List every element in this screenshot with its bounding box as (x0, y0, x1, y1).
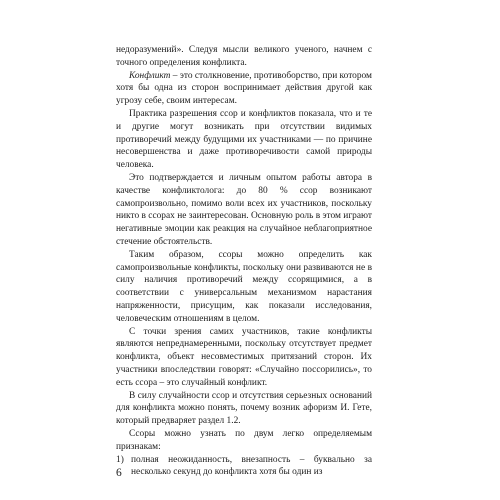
paragraph (116, 172, 372, 249)
page-number: 6 (116, 467, 122, 479)
body-text (116, 44, 372, 479)
paragraph (116, 390, 372, 428)
paragraph (116, 44, 372, 70)
list-item-text: полная неожиданность, внезапность – буквально за несколько секунд до конфликта хотя бы один из (131, 454, 372, 478)
paragraph-text: недоразумений». Следуя мысли великого ученого, начнем с точного определения конфликта. (116, 45, 372, 68)
definition-text: – это столкновение, противоборство, при котором хотя бы одна из сторон воспринимает действия другой как угрозу себе, своим интересам. (116, 70, 372, 107)
definition-paragraph (116, 70, 372, 108)
paragraph-text: Практика разрешения ссор и конфликтов показала, что и те и другие могут возникать при отсутствии видимых противоречий между будущими их участниками — по причине несовершенства и даже противоречивости самой природы человека. (116, 108, 372, 171)
paragraph-text: В силу случайности ссор и отсутствия серьезных оснований для конфликта можно понять, почему возник афоризм И. Гете, который предваряет раздел 1.2. (116, 390, 372, 427)
paragraph-text: Ссоры можно узнать по двум легко определяемым признакам: (116, 428, 372, 452)
paragraph-text: Это подтверждается и личным опытом работы автора в качестве конфликтолога: до 80 % ссор возникают самопроизвольно, помимо воли всех их участников, поскольку никто в ссорах не заинтересован. Основную роль в этом играют негативные эмоции как реакция на случайное неблагоприятное стечение обстоятельств. (116, 172, 372, 247)
paragraph (116, 326, 372, 390)
paragraph (116, 249, 372, 326)
paragraph-text: С точки зрения самих участников, такие конфликты являются непреднамеренными, поскольку отсутствует предмет конфликта, объект несовместимых притязаний сторон. Их участники впоследствии говорят: «Случайно поссорились», то есть ссора – это случайный конфликт. (116, 326, 372, 388)
defined-term: Конфликт (129, 70, 171, 81)
paragraph-text: Таким образом, ссоры можно определить как самопроизвольные конфликты, поскольку они развиваются не в силу наличия противоречий между ссорящимися, а в соответствии с универсальным механизмом нарастания напряженности, присущим, как показали исследования, человеческим отношениям в целом. (116, 249, 372, 324)
paragraph (116, 428, 372, 454)
paragraph (116, 108, 372, 172)
list-item (116, 454, 372, 480)
list-marker: 1) (116, 454, 124, 465)
